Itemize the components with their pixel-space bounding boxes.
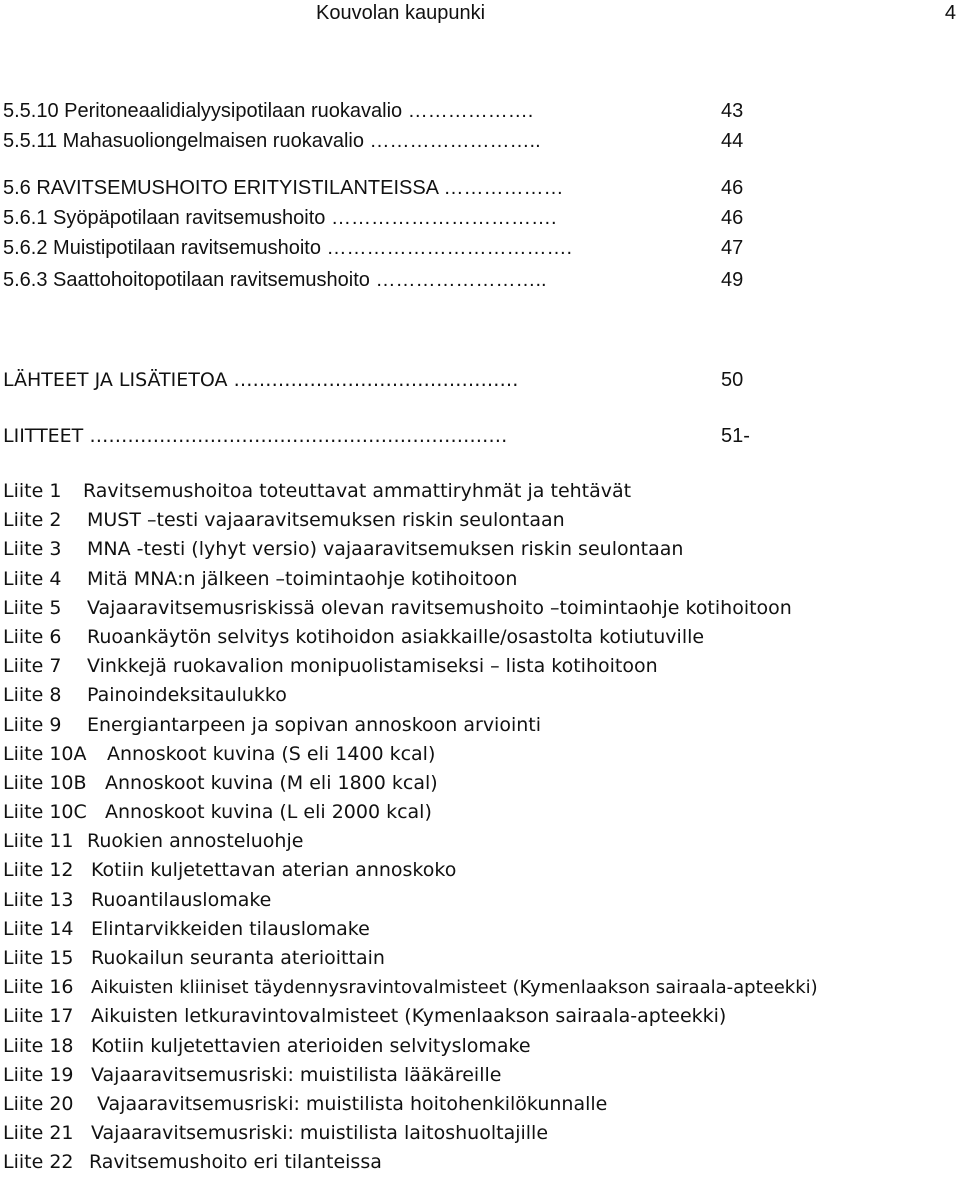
toc-entry-label: 5.6.2 Muistipotilaan ravitsemushoito ………………………………. bbox=[3, 237, 573, 259]
appendix-item[interactable] bbox=[3, 1061, 953, 1090]
appendix-number: Liite 9 bbox=[3, 713, 62, 736]
appendix-title: Vajaaravitsemusriskissä olevan ravitsemushoito –toimintaohje kotihoitoon bbox=[87, 596, 792, 619]
appendix-item[interactable] bbox=[3, 827, 953, 856]
appendix-number: Liite 19 bbox=[3, 1063, 74, 1086]
appendix-item[interactable] bbox=[3, 856, 953, 885]
appendix-item[interactable] bbox=[3, 944, 953, 973]
appendix-number: Liite 3 bbox=[3, 538, 62, 561]
toc-entry-page: 46 bbox=[721, 207, 744, 229]
appendix-number: Liite 8 bbox=[3, 684, 62, 707]
page-header bbox=[0, 2, 960, 30]
page-number: 4 bbox=[944, 2, 956, 24]
appendix-number: Liite 22 bbox=[3, 1151, 74, 1174]
appendix-title: Annoskoot kuvina (S eli 1400 kcal) bbox=[107, 742, 436, 765]
appendix-title: Ruokailun seuranta aterioittain bbox=[91, 947, 385, 969]
appendix-title: MNA -testi (lyhyt versio) vajaaravitsemuksen riskin seulontaan bbox=[87, 538, 684, 561]
appendix-item[interactable] bbox=[3, 652, 953, 681]
appendix-number: Liite 18 bbox=[3, 1034, 74, 1057]
toc-entry-page: 50 bbox=[721, 369, 744, 391]
toc-entry-5-6[interactable] bbox=[3, 173, 763, 203]
toc-entry-5-6-3[interactable] bbox=[3, 265, 763, 295]
appendix-title: Mitä MNA:n jälkeen –toimintaohje kotihoitoon bbox=[87, 567, 518, 590]
appendix-title: Annoskoot kuvina (L eli 2000 kcal) bbox=[105, 801, 432, 824]
toc-entry-page: 43 bbox=[721, 100, 744, 122]
appendix-title: Vajaaravitsemusriski: muistilista lääkäreille bbox=[91, 1063, 502, 1086]
appendix-number: Liite 10A bbox=[3, 742, 87, 765]
appendix-list bbox=[3, 477, 953, 1178]
appendix-title: Aikuisten letkuravintovalmisteet (Kymenlaakson sairaala-apteekki) bbox=[91, 1005, 727, 1028]
appendix-number: Liite 6 bbox=[3, 625, 62, 648]
appendix-number: Liite 10C bbox=[3, 801, 87, 824]
appendix-item[interactable] bbox=[3, 565, 953, 594]
appendix-item[interactable] bbox=[3, 477, 953, 506]
appendix-item[interactable] bbox=[3, 1002, 953, 1031]
toc-entry-label: 5.5.10 Peritoneaalidialyysipotilaan ruokavalio ………………. bbox=[3, 100, 534, 122]
appendix-item[interactable] bbox=[3, 798, 953, 827]
appendix-item[interactable] bbox=[3, 623, 953, 652]
toc-entry-label: LIITTEET ………………………………………………………… bbox=[3, 425, 508, 447]
appendix-title: Kotiin kuljetettavan aterian annoskoko bbox=[91, 859, 457, 882]
appendix-number: Liite 15 bbox=[3, 947, 74, 969]
appendix-item[interactable] bbox=[3, 1148, 953, 1177]
appendix-title: Annoskoot kuvina (M eli 1800 kcal) bbox=[105, 771, 438, 794]
appendix-number: Liite 14 bbox=[3, 917, 74, 940]
appendix-item[interactable] bbox=[3, 594, 953, 623]
appendix-item[interactable] bbox=[3, 1119, 953, 1148]
toc-entry-5-5-11[interactable] bbox=[3, 126, 763, 156]
header-title: Kouvolan kaupunki bbox=[316, 2, 486, 24]
toc-entry-5-6-1[interactable] bbox=[3, 203, 763, 233]
appendix-number: Liite 20 bbox=[3, 1092, 74, 1115]
toc-entry-label: 5.5.11 Mahasuoliongelmaisen ruokavalio …………………….. bbox=[3, 130, 541, 152]
appendix-number: Liite 21 bbox=[3, 1122, 74, 1145]
appendix-item[interactable] bbox=[3, 1032, 953, 1061]
toc-entry-liitteet[interactable] bbox=[3, 421, 763, 451]
appendix-number: Liite 5 bbox=[3, 596, 62, 619]
appendix-title: Kotiin kuljetettavien aterioiden selvityslomake bbox=[91, 1034, 531, 1057]
toc-entry-5-6-2[interactable] bbox=[3, 233, 763, 263]
appendix-number: Liite 11 bbox=[3, 830, 74, 853]
toc-entry-label: 5.6.1 Syöpäpotilaan ravitsemushoito ……………………………. bbox=[3, 207, 557, 229]
toc-entry-page: 44 bbox=[721, 130, 744, 152]
appendix-number: Liite 7 bbox=[3, 655, 62, 678]
toc-entry-page: 49 bbox=[721, 269, 744, 291]
appendix-title: Vinkkejä ruokavalion monipuolistamiseksi – lista kotihoitoon bbox=[87, 655, 658, 678]
toc-entry-lahteet[interactable] bbox=[3, 365, 763, 395]
appendix-number: Liite 17 bbox=[3, 1005, 74, 1028]
toc-entry-label: 5.6.3 Saattohoitopotilaan ravitsemushoito …………………….. bbox=[3, 269, 547, 291]
appendix-title: Vajaaravitsemusriski: muistilista hoitohenkilökunnalle bbox=[97, 1092, 608, 1115]
appendix-number: Liite 13 bbox=[3, 888, 74, 911]
appendix-title: Ruokien annosteluohje bbox=[87, 830, 304, 853]
appendix-item[interactable] bbox=[3, 769, 953, 798]
appendix-item[interactable] bbox=[3, 1090, 953, 1119]
appendix-item[interactable] bbox=[3, 506, 953, 535]
appendix-title: MUST –testi vajaaravitsemuksen riskin seulontaan bbox=[87, 509, 565, 532]
appendix-item[interactable] bbox=[3, 535, 953, 564]
toc-entry-5-5-10[interactable] bbox=[3, 96, 763, 126]
appendix-item[interactable] bbox=[3, 915, 953, 944]
appendix-title: Elintarvikkeiden tilauslomake bbox=[91, 917, 370, 940]
appendix-title: Ravitsemushoito eri tilanteissa bbox=[89, 1151, 382, 1174]
appendix-number: Liite 1 bbox=[3, 480, 62, 502]
appendix-title: Painoindeksitaulukko bbox=[87, 684, 287, 707]
appendix-number: Liite 4 bbox=[3, 567, 62, 590]
toc-entry-label: LÄHTEET JA LISÄTIETOA ……………………………………… bbox=[3, 369, 519, 391]
appendix-number: Liite 16 bbox=[3, 976, 74, 999]
appendix-number: Liite 12 bbox=[3, 859, 74, 882]
appendix-item[interactable] bbox=[3, 711, 953, 740]
appendix-item[interactable] bbox=[3, 886, 953, 915]
appendix-title: Aikuisten kliiniset täydennysravintovalmisteet (Kymenlaakson sairaala-apteekki) bbox=[91, 977, 818, 999]
appendix-title: Ruoantilauslomake bbox=[91, 888, 272, 911]
toc-entry-page: 51- bbox=[721, 425, 750, 447]
appendix-title: Ravitsemushoitoa toteuttavat ammattiryhmät ja tehtävät bbox=[83, 480, 632, 502]
appendix-title: Energiantarpeen ja sopivan annoskoon arviointi bbox=[87, 713, 542, 736]
toc-entry-label: 5.6 RAVITSEMUSHOITO ERITYISTILANTEISSA ……………… bbox=[3, 177, 564, 199]
appendix-number: Liite 2 bbox=[3, 509, 62, 532]
toc-entry-page: 46 bbox=[721, 177, 744, 199]
appendix-item[interactable] bbox=[3, 681, 953, 710]
appendix-item[interactable] bbox=[3, 973, 953, 1002]
appendix-item[interactable] bbox=[3, 740, 953, 769]
appendix-title: Ruoankäytön selvitys kotihoidon asiakkaille/osastolta kotiutuville bbox=[87, 625, 705, 648]
appendix-number: Liite 10B bbox=[3, 771, 87, 794]
toc-entry-page: 47 bbox=[721, 237, 744, 259]
appendix-title: Vajaaravitsemusriski: muistilista laitoshuoltajille bbox=[91, 1122, 549, 1145]
